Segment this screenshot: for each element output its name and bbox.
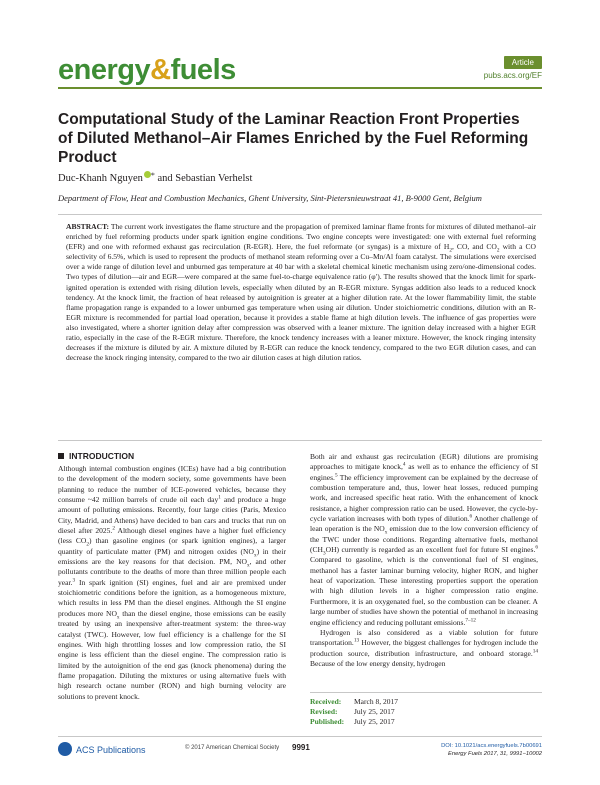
corresponding-author-mark: * bbox=[150, 171, 155, 180]
author-affiliation: Department of Flow, Heat and Combustion Mechanics, Ghent University, Sint-Pietersnieuwstraat 41, B-9000 Gent, Belgium bbox=[58, 193, 482, 203]
body-column-right bbox=[310, 452, 538, 669]
published-date: July 25, 2017 bbox=[354, 717, 395, 726]
copyright-notice: © 2017 American Chemical Society bbox=[185, 745, 280, 751]
reference-link[interactable]: 1 bbox=[218, 494, 221, 501]
received-label: Received: bbox=[310, 697, 342, 706]
journal-logo: energy&fuels bbox=[58, 54, 236, 86]
paragraph: Both air and exhaust gas recirculation (EGR) dilutions are promising approaches to mitigate knock,$^4$ as well as to enhance the efficiency of SI engines.$^5$ The efficiency improvement can be explained by the decrease of combustion temperature and, thus, lower heat losses, reduced pumping work, and increased specific heat ratio. With the enhancement of knock resistance, a higher compression ratio can be used. However, the cycle-by-cycle variation increases with both types of dilution.$^6$ Another challenge of lean operation is the $NO_x$ emission due to the low conversion efficiency of the TWC under those conditions. Regarding alternative fuels, methanol $(CH_3OH)$ currently is regarded as an excellent fuel for future SI engines.$^6$ Compared to gasoline, which is the conventional fuel of SI engines, methanol has a faster laminar burning velocity, higher RON, and higher heat of vaporization. These interesting properties support the operation with high dilution levels in a higher compression ratio engine. Furthermore, it is an oxygenated fuel, so the combustion can be cleaner. A large number of studies have shown the potential of methanol in increasing engine efficiency and reducing pollutant emissions.$^{7-12}$ bbox=[310, 452, 538, 627]
paragraph: Hydrogen is also considered as a viable solution for future transportation.$^{13}$ However, the biggest challenges for hydrogen include the production source, distribution infrastructure, and onboard storage.$^{14}$ Because of the low energy density, hydrogen bbox=[310, 627, 538, 668]
journal-url-link[interactable]: pubs.acs.org/EF bbox=[483, 71, 542, 80]
acs-publications-logo[interactable]: ACS Publications bbox=[58, 742, 146, 756]
doi-link[interactable]: DOI: 10.1021/acs.energyfuels.7b00691 bbox=[441, 743, 542, 749]
reference-link[interactable]: 4 bbox=[402, 461, 406, 468]
orcid-icon[interactable] bbox=[144, 171, 151, 178]
abstract: ABSTRACT: The current work investigates the flame structure and the propagation of premixed laminar flame fronts for mixtures of diluted methanol–air enriched by fuel reforming products under spark ignition engine conditions. Two engine concepts were investigated: one with external fuel reforming (EFR) and one with reformed exhaust gas recirculation (R-EGR). Here, the fuel reformate (or syngas) is a mixture of $H_2$, CO, and $CO_2$ with a CO selectivity of 6.5%, which is used to represent the products of methanol steam reforming over a Cu–Mn/Al foam catalyst. The simulations were exercised over a wide range of dilution level and unburned gas temperature at 40 bar with a skeletal chemical kinetic mechanism using zero/one-dimensional codes. Two types of dilution—air and EGR—were compared at the same fuel-to-charge equivalence ratio (φ′). The results showed that the knock limit for spark-ignited operation is extended with rising dilution levels, especially when diluted by an R-EGR mixture. Syngas addition also leads to a reduced knock tendency. At the knock limit, the fraction of heat released by autoignition is greater at a higher dilution rate. At the lower flammability limit, the stable flame propagation range is expanded to a lower unburned gas temperature when using air dilution. Under stoichiometric conditions, dilution with an R-EGR mixture is recommended for partial load operation, because it provides a stable flame at high dilution levels. The influence of gas properties were also investigated, where a shorter ignition delay after compression was observed with a leaner mixture. The ignition delay increased with a higher EGR ratio, especially in the case of the R-EGR mixture. Therefore, the knock tendency increases with a leaner mixture. However, the knock ringing intensity decreases if the mixture is diluted by air. A mixture diluted by R-EGR can reduce the knock tendency, compared to the two EGR dilution cases, and can decrease the knock ringing intensity, compared to the two air dilution cases at high dilution ratios. bbox=[66, 222, 536, 363]
body-column-left bbox=[58, 464, 286, 702]
author-name[interactable]: Duc-Khanh Nguyen bbox=[58, 173, 143, 184]
article-type-badge: Article bbox=[504, 56, 542, 69]
author-name[interactable]: Sebastian Verhelst bbox=[175, 173, 253, 184]
reference-link[interactable]: 6 bbox=[535, 544, 538, 551]
received-date: March 8, 2017 bbox=[354, 697, 398, 706]
abstract-label: ABSTRACT: bbox=[66, 222, 110, 231]
publication-dates bbox=[310, 697, 398, 727]
author-list: Duc-Khanh Nguyen * and Sebastian Verhelst bbox=[58, 171, 253, 184]
divider bbox=[58, 440, 542, 441]
revised-label: Revised: bbox=[310, 707, 338, 716]
reference-link[interactable]: 13 bbox=[353, 637, 360, 644]
header-divider bbox=[58, 87, 542, 89]
reference-link[interactable]: 2 bbox=[112, 525, 115, 532]
page-number: 9991 bbox=[292, 743, 310, 752]
square-bullet-icon bbox=[58, 453, 64, 459]
doi-citation bbox=[441, 742, 542, 758]
published-label: Published: bbox=[310, 717, 345, 726]
reference-link[interactable]: 3 bbox=[72, 577, 76, 584]
article-title: Computational Study of the Laminar Reaction Front Properties of Diluted Methanol–Air Flames Enriched by the Fuel Reforming Product bbox=[58, 111, 529, 166]
journal-citation: Energy Fuels 2017, 31, 9991−10002 bbox=[448, 751, 542, 757]
revised-date: July 25, 2017 bbox=[354, 707, 395, 716]
acs-logo-icon bbox=[58, 742, 72, 756]
divider bbox=[58, 214, 542, 215]
divider bbox=[310, 692, 542, 693]
paragraph: Although internal combustion engines (ICEs) have had a big contribution to the development of the modern society, some governments have been planning to reduce the number of ICE-powered vehicles, because they consume ~42 million barrels of crude oil each day$^1$ and produce a huge amount of polluting emissions. Recently, four large cities (Paris, Mexico City, Madrid, and Athens) have decided to ban cars and trucks that run on diesel after 2025.$^2$ Although diesel engines have a higher fuel efficiency (less $CO_2$) than gasoline engines (or spark ignition engines), a larger quantity of particulate matter (PM) and nitrogen oxides $(NO_x)$ in their emissions are the key reasons for that decision. PM, $NO_x$, and other pollutants contribute to the deaths of more than three million people each year.$^3$ In spark ignition (SI) engines, fuel and air are premixed under stoichiometric conditions before the ignition, as a homogeneous mixture, which results in less PM than the diesel engines. Although the SI engine produces more $NO_x$ than the diesel engine, those emissions can be easily treated by using an inexpensive after-treatment system: the three-way catalyst (TWC). However, low fuel efficiency is a challenge for the SI engines. With high throttling losses and low compression ratio, the SI engine is less efficient than the diesel engine. The compression ratio is limited by the autoignition of the end gas (knock phenomena) during the flame propagation. Diluting the mixtures or using alternative fuels with high research octane number (RON) and high burning velocity are solutions to prevent knock. bbox=[58, 464, 287, 701]
reference-link[interactable]: 7–12 bbox=[465, 616, 476, 623]
reference-link[interactable]: 14 bbox=[532, 648, 538, 655]
reference-link[interactable]: 5 bbox=[334, 472, 338, 479]
section-heading-introduction: INTRODUCTION bbox=[58, 451, 134, 461]
footer-divider bbox=[58, 736, 542, 737]
reference-link[interactable]: 6 bbox=[469, 513, 473, 520]
